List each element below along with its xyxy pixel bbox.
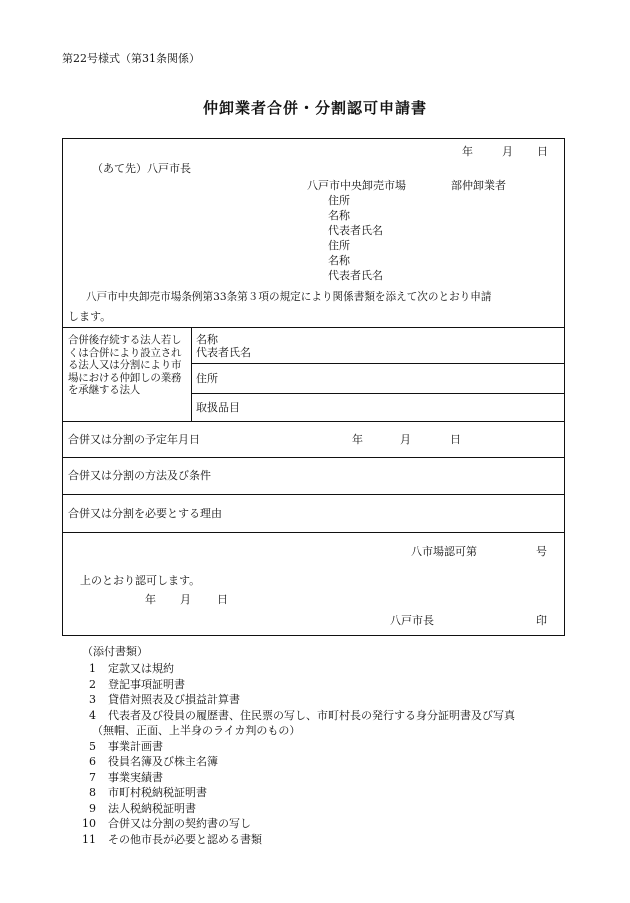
page-title: 仲卸業者合併・分割認可申請書 — [202, 99, 427, 117]
attachment-text: 事業計画書 — [108, 739, 163, 753]
attachment-number: 5 — [89, 739, 96, 753]
attachment-text: 登記事項証明書 — [108, 677, 185, 691]
attachment-text: （無帽、正面、上半身のライカ判のもの） — [92, 724, 301, 737]
attachment-text: 貸借対照表及び損益計算書 — [108, 693, 240, 706]
divider — [62, 494, 565, 495]
address-label: 住所 — [196, 372, 218, 385]
divider — [191, 363, 565, 364]
attachment-item — [68, 709, 515, 722]
applicant2-address-label: 住所 — [328, 239, 350, 252]
attachment-item — [68, 786, 207, 799]
planned-date-month: 月 — [400, 433, 411, 446]
header-date-year: 年 — [462, 145, 473, 158]
attachment-item — [68, 802, 196, 815]
planned-date-day: 日 — [450, 433, 461, 446]
attachment-text: 役員名簿及び株主名簿 — [108, 755, 218, 768]
attachment-text: 事業実績書 — [108, 770, 163, 784]
attachment-text: 市町村税納税証明書 — [108, 786, 207, 799]
approval-date-year: 年 — [145, 593, 156, 606]
divider — [62, 532, 565, 533]
approval-text: 上のとおり認可します。 — [80, 574, 201, 587]
name-label: 名称 — [196, 333, 218, 346]
attachment-item — [68, 833, 262, 846]
header-date-day: 日 — [537, 145, 548, 158]
seal-mark: 印 — [536, 614, 547, 627]
planned-date-label: 合併又は分割の予定年月日 — [68, 433, 200, 446]
divider — [62, 327, 565, 328]
attachment-number: 6 — [89, 755, 96, 768]
reason-label: 合併又は分割を必要とする理由 — [68, 507, 222, 520]
attachment-number: 9 — [89, 801, 96, 815]
dept-label: 部仲卸業者 — [451, 179, 506, 192]
attachment-number: 11 — [82, 832, 96, 846]
attachment-text: その他市長が必要と認める書類 — [108, 832, 262, 846]
attachment-text: 代表者及び役員の履歴書、住民票の写し、市町村長の発行する身分証明書及び写真 — [108, 708, 515, 722]
attachment-number: 1 — [89, 662, 96, 675]
attachment-item — [68, 817, 251, 830]
attachment-item — [68, 693, 240, 706]
items-label: 取扱品目 — [196, 401, 240, 414]
attachment-text: 定款又は規約 — [108, 662, 174, 675]
statement-line-1: 八戸市中央卸売市場条例第33条第３項の規定により関係書類を添えて次のとおり申請 — [86, 291, 492, 303]
approval-date-month: 月 — [180, 593, 191, 606]
attachment-item — [68, 740, 163, 753]
market-name: 八戸市中央卸売市場 — [307, 179, 406, 192]
attachment-number: 7 — [89, 770, 96, 784]
attachment-number: 8 — [89, 786, 96, 799]
applicant1-address-label: 住所 — [328, 194, 350, 207]
applicant2-name-label: 名称 — [328, 254, 350, 267]
header-date-month: 月 — [502, 145, 513, 158]
attachments-heading: （添付書類） — [82, 645, 148, 658]
applicant2-rep-label: 代表者氏名 — [328, 269, 383, 282]
addressee: （あて先）八戸市長 — [92, 162, 191, 175]
attachment-item — [68, 678, 185, 691]
divider — [191, 393, 565, 394]
attachment-item — [68, 662, 174, 675]
attachment-item — [92, 724, 300, 737]
approval-number-prefix: 八市場認可第 — [411, 545, 477, 558]
attachment-number: 3 — [89, 693, 96, 706]
form-number: 第22号様式（第31条関係） — [62, 52, 200, 65]
attachment-item — [68, 771, 163, 784]
surviving-entity-label: 合併後存続する法人若しくは合併により設立される法人又は分割により市場における仲卸しの業務を承継する法人 — [68, 334, 182, 397]
divider — [62, 421, 565, 422]
applicant1-rep-label: 代表者氏名 — [328, 224, 383, 237]
attachment-number: 2 — [89, 677, 96, 691]
divider — [191, 327, 192, 421]
attachment-number: 10 — [82, 817, 96, 830]
attachment-text: 合併又は分割の契約書の写し — [108, 817, 251, 830]
attachment-item — [68, 755, 218, 768]
approval-number-suffix: 号 — [536, 545, 547, 558]
attachment-number: 4 — [89, 708, 96, 722]
rep-label: 代表者氏名 — [196, 346, 251, 359]
divider — [62, 457, 565, 458]
approval-date-day: 日 — [217, 593, 228, 606]
statement-line-2: します。 — [68, 310, 112, 323]
applicant1-name-label: 名称 — [328, 209, 350, 222]
approval-signer: 八戸市長 — [390, 614, 434, 627]
planned-date-year: 年 — [352, 433, 363, 446]
method-label: 合併又は分割の方法及び条件 — [68, 469, 211, 482]
attachment-text: 法人税納税証明書 — [108, 801, 196, 815]
